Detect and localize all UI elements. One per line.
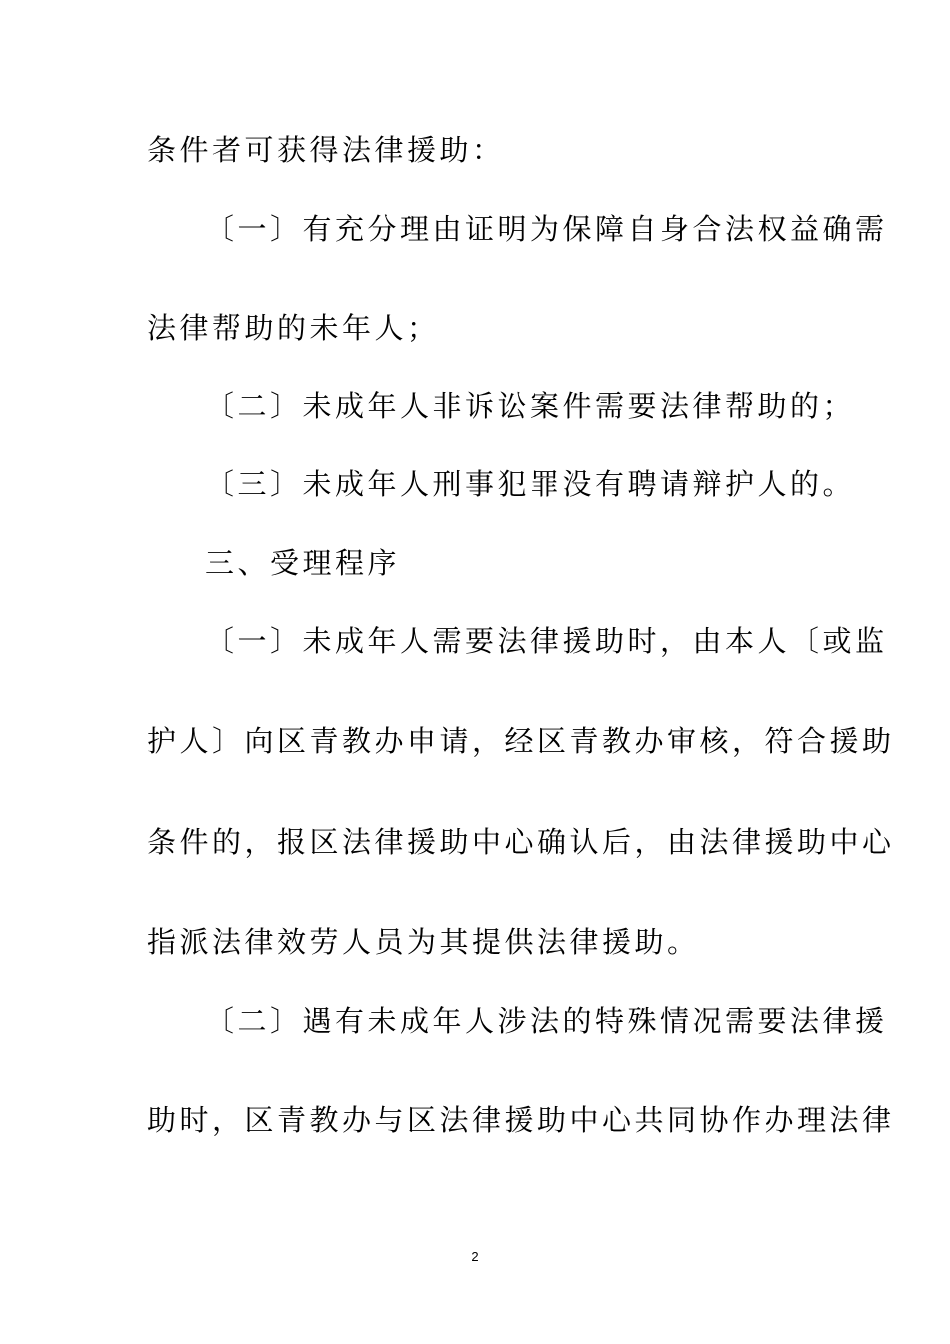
paragraph-line: 条件的，报区法律援助中心确认后，由法律援助中心 [147, 825, 895, 859]
page-number: 2 [471, 1249, 479, 1264]
section-heading: 三、受理程序 [205, 546, 401, 580]
paragraph-line: 指派法律效劳人员为其提供法律援助。 [147, 925, 700, 959]
paragraph-line: 〔二〕未成年人非诉讼案件需要法律帮助的； [205, 389, 856, 423]
paragraph-line: 条件者可获得法律援助： [147, 133, 505, 167]
paragraph-line: 〔二〕遇有未成年人涉法的特殊情况需要法律援 [205, 1004, 888, 1038]
paragraph-line: 助时，区青教办与区法律援助中心共同协作办理法律 [147, 1103, 895, 1137]
paragraph-line: 法律帮助的未年人； [147, 311, 440, 345]
paragraph-line: 护人〕向区青教办申请，经区青教办审核，符合援助 [147, 724, 895, 758]
paragraph-line: 〔一〕有充分理由证明为保障自身合法权益确需 [205, 212, 888, 246]
paragraph-line: 〔三〕未成年人刑事犯罪没有聘请辩护人的。 [205, 467, 856, 501]
paragraph-line: 〔一〕未成年人需要法律援助时，由本人〔或监 [205, 624, 888, 658]
